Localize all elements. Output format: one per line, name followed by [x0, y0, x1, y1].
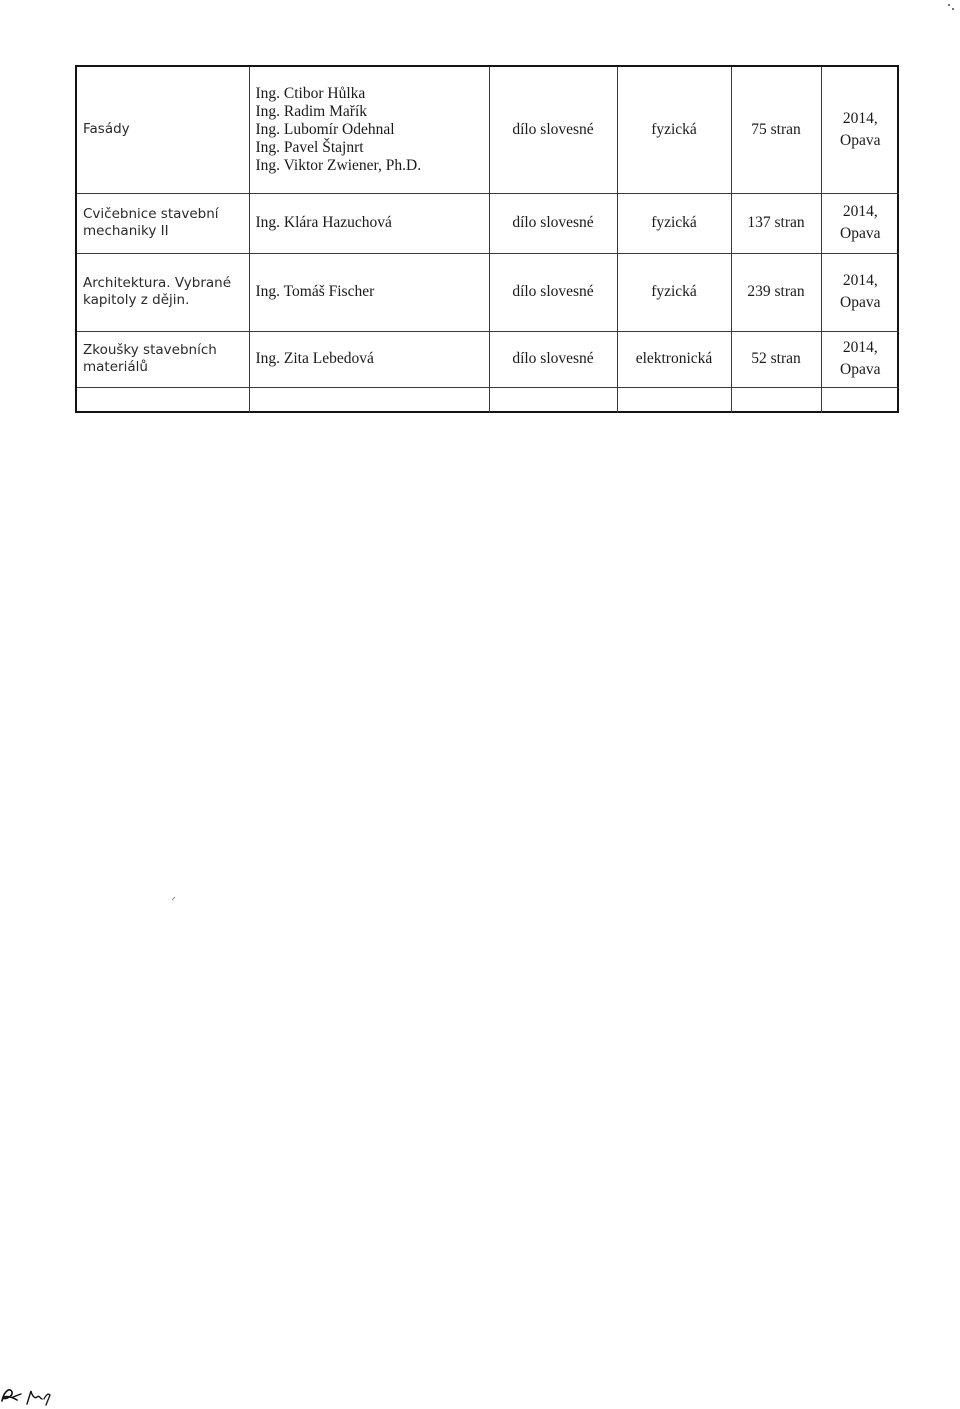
publication-cell — [821, 67, 899, 193]
work-title-cell — [77, 331, 249, 387]
author-name: Ing. Ctibor Hůlka — [255, 84, 366, 102]
author-name: Ing. Radim Mařík — [255, 102, 367, 120]
author-name: Ing. Tomáš Fischer — [255, 283, 375, 300]
work-form-cell — [617, 331, 731, 387]
authors-cell — [249, 331, 489, 387]
work-type: dílo slovesné — [512, 283, 594, 300]
publication-place: Opava — [840, 131, 881, 149]
works-table — [77, 67, 899, 413]
work-title: Architektura. Vybrané kapitoly z dějin. — [83, 275, 232, 308]
empty-cell — [731, 387, 821, 413]
publication-year: 2014, — [842, 272, 878, 289]
publication-year: 2014, — [842, 203, 878, 220]
publication-year: 2014, — [842, 339, 878, 356]
publication-place: Opava — [840, 294, 881, 311]
empty-cell — [77, 387, 249, 413]
page-count: 52 stran — [751, 350, 801, 367]
author-name: Ing. Viktor Zwiener, Ph.D. — [255, 156, 422, 174]
author-name: Ing. Lubomír Odehnal — [255, 120, 395, 138]
publication-cell — [821, 193, 899, 253]
page-count: 75 stran — [751, 120, 801, 138]
publication-cell — [821, 253, 899, 331]
handwritten-initials-signature — [0, 1383, 62, 1407]
table-row — [77, 331, 899, 387]
work-form: fyzická — [651, 120, 697, 138]
work-type-cell — [489, 193, 617, 253]
publication-place: Opava — [840, 225, 881, 242]
work-form-cell — [617, 193, 731, 253]
work-title-cell — [77, 253, 249, 331]
publication-cell — [821, 331, 899, 387]
empty-cell — [617, 387, 731, 413]
work-title: Fasády — [83, 121, 130, 138]
work-form-cell — [617, 253, 731, 331]
table-row — [77, 67, 899, 193]
authors-cell — [249, 193, 489, 253]
page-count-cell — [731, 193, 821, 253]
table-row — [77, 253, 899, 331]
work-type-cell — [489, 67, 617, 193]
page-count: 137 stran — [747, 214, 805, 231]
scan-speck — [946, 2, 956, 12]
work-type-cell — [489, 331, 617, 387]
work-form-cell — [617, 67, 731, 193]
scan-speck — [171, 896, 176, 901]
work-type: dílo slovesné — [512, 214, 594, 231]
work-title: Cvičebnice stavební mechaniky II — [83, 206, 219, 239]
page-count-cell — [731, 67, 821, 193]
work-title: Zkoušky stavebních materiálů — [83, 342, 217, 375]
author-name: Ing. Pavel Štajnrt — [255, 138, 364, 156]
work-type-cell — [489, 253, 617, 331]
publication-year: 2014, — [842, 109, 878, 127]
table-row — [77, 193, 899, 253]
empty-cell — [489, 387, 617, 413]
work-form: fyzická — [651, 283, 697, 300]
page-count-cell — [731, 253, 821, 331]
work-title-cell — [77, 67, 249, 193]
empty-cell — [821, 387, 899, 413]
work-type: dílo slovesné — [512, 350, 594, 367]
work-title-cell — [77, 193, 249, 253]
empty-cell — [249, 387, 489, 413]
empty-table-row — [77, 387, 899, 413]
page-count-cell — [731, 331, 821, 387]
author-name: Ing. Klára Hazuchová — [255, 214, 392, 231]
publication-place: Opava — [840, 361, 881, 378]
works-table-container — [75, 65, 899, 413]
authors-cell — [249, 67, 489, 193]
work-form: elektronická — [635, 350, 713, 367]
page-count: 239 stran — [747, 283, 805, 300]
authors-cell — [249, 253, 489, 331]
work-type: dílo slovesné — [512, 120, 594, 138]
work-form: fyzická — [651, 214, 697, 231]
author-name: Ing. Zita Lebedová — [255, 350, 374, 367]
